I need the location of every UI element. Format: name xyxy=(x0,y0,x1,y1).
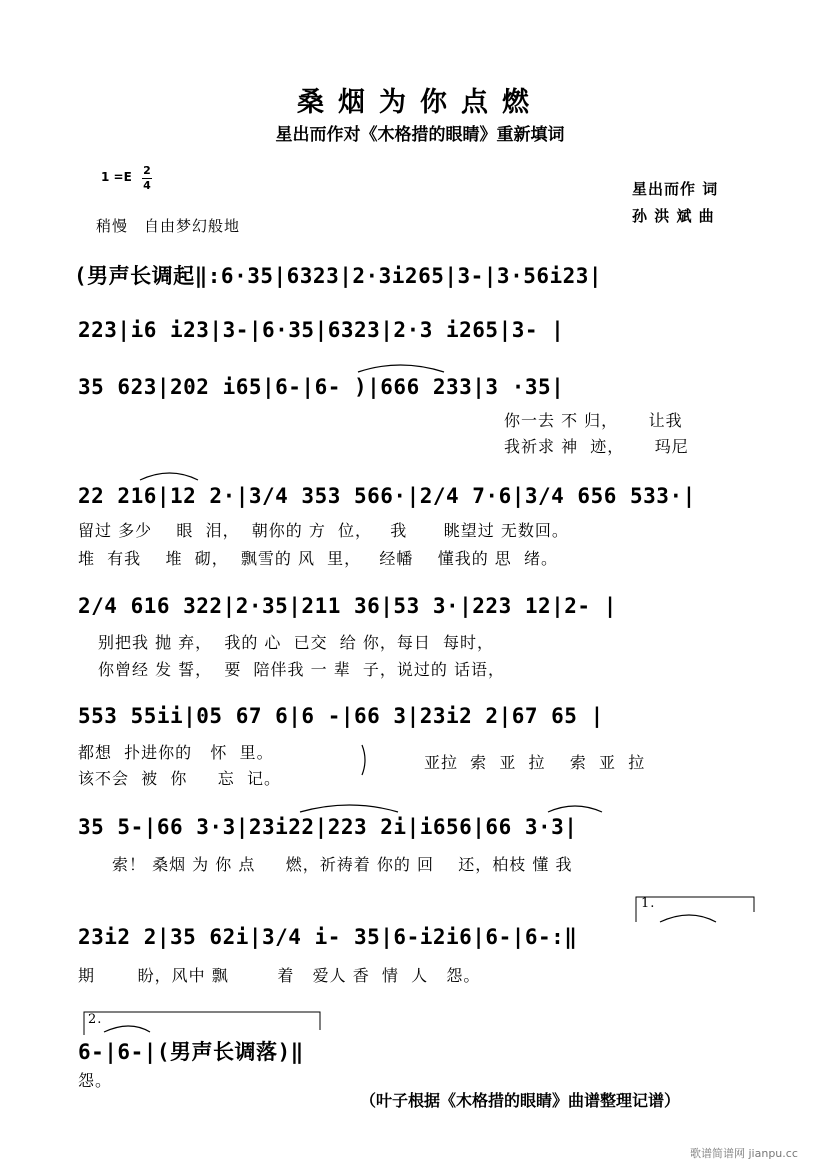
site-watermark: 歌谱简谱网 jianpu.cc xyxy=(690,1147,798,1160)
lyric-line-4b: 堆 有我 堆 砌， 飘雪的 风 里， 经幡 懂我的 思 绪。 xyxy=(78,549,558,568)
first-ending-label: 1. xyxy=(641,896,656,911)
score-line-9: 6-|6-|(男声长调落)‖ xyxy=(78,1040,304,1064)
score-line-7: 35 5-|66 3·3|23i22|223 2i|i656|66 3·3| xyxy=(78,815,578,839)
score-line-6: 553 55ii|05 67 6|6 -|66 3|23i2 2|67 65 | xyxy=(78,704,604,728)
lyric-line-3b: 我祈求 神 迹， 玛尼 xyxy=(504,437,689,456)
lyric-line-6a: 都想 扑进你的 怀 里。 xyxy=(78,743,274,762)
lyric-line-6b: 该不会 被 你 忘 记。 xyxy=(78,769,281,788)
score-line-5: 2/4 616 322|2·35|211 36|53 3·|223 12|2- | xyxy=(78,594,617,618)
second-ending-label: 2. xyxy=(88,1012,103,1027)
lyric-line-5b: 你曾经 发 誓， 要 陪伴我 一 辈 子，说过的 话语， xyxy=(98,660,505,679)
tie-arc xyxy=(358,365,444,372)
tie-arc xyxy=(660,915,716,922)
tempo-marking: 稍慢 自由梦幻般地 xyxy=(96,217,241,235)
lyric-line-6c: 亚拉 索 亚 拉 索 亚 拉 xyxy=(424,753,646,772)
lyric-line-3a: 你一去 不 归， 让我 xyxy=(504,411,683,430)
slur-arc xyxy=(300,805,398,812)
slur-arc xyxy=(548,806,602,812)
lyric-line-5a: 别把我 抛 弃， 我的 心 已交 给 你，每日 每时， xyxy=(98,633,495,652)
score-line-1: (男声长调起‖:6·35|6323|2·3i265|3-|3·56i23| xyxy=(74,264,603,288)
song-title: 桑烟为你点燃 xyxy=(297,87,543,118)
lyric-line-8: 期 盼，风中 飘 着 爱人 香 情 人 怨。 xyxy=(78,966,481,985)
transcription-note: （叶子根据《木格措的眼睛》曲谱整理记谱） xyxy=(360,1091,681,1110)
time-denominator: 4 xyxy=(143,179,151,192)
score-line-8: 23i2 2|35 62i|3/4 i- 35|6-i2i6|6-|6-:‖ xyxy=(78,925,578,949)
lyric-line-9: 怨。 xyxy=(78,1071,113,1090)
first-ending-bracket xyxy=(636,897,754,922)
composer-credit: 孙 洪 斌 曲 xyxy=(632,207,715,225)
lyric-line-7: 索！ 桑烟 为 你 点 燃，祈祷着 你的 回 还，柏枝 懂 我 xyxy=(112,855,573,874)
lyric-line-4a: 留过 多少 眼 泪， 朝你的 方 位， 我 眺望过 无数回。 xyxy=(78,521,569,540)
brace-mark xyxy=(362,745,365,775)
time-numerator: 2 xyxy=(143,164,151,177)
second-ending-bracket xyxy=(84,1012,320,1035)
tie-arc xyxy=(104,1026,150,1032)
lyricist-credit: 星出而作 词 xyxy=(632,180,719,198)
score-line-2: 223|i6 i23|3-|6·35|6323|2·3 i265|3- | xyxy=(78,318,565,342)
score-line-3: 35 623|202 i65|6-|6- )|666 233|3 ·35| xyxy=(78,375,565,399)
song-subtitle: 星出而作对《木格措的眼睛》重新填词 xyxy=(275,125,565,145)
key-signature: 1 =E xyxy=(101,170,132,184)
score-line-4: 22 216|12 2·|3/4 353 566·|2/4 7·6|3/4 656 533·| xyxy=(78,484,696,508)
slur-arc xyxy=(140,473,198,480)
